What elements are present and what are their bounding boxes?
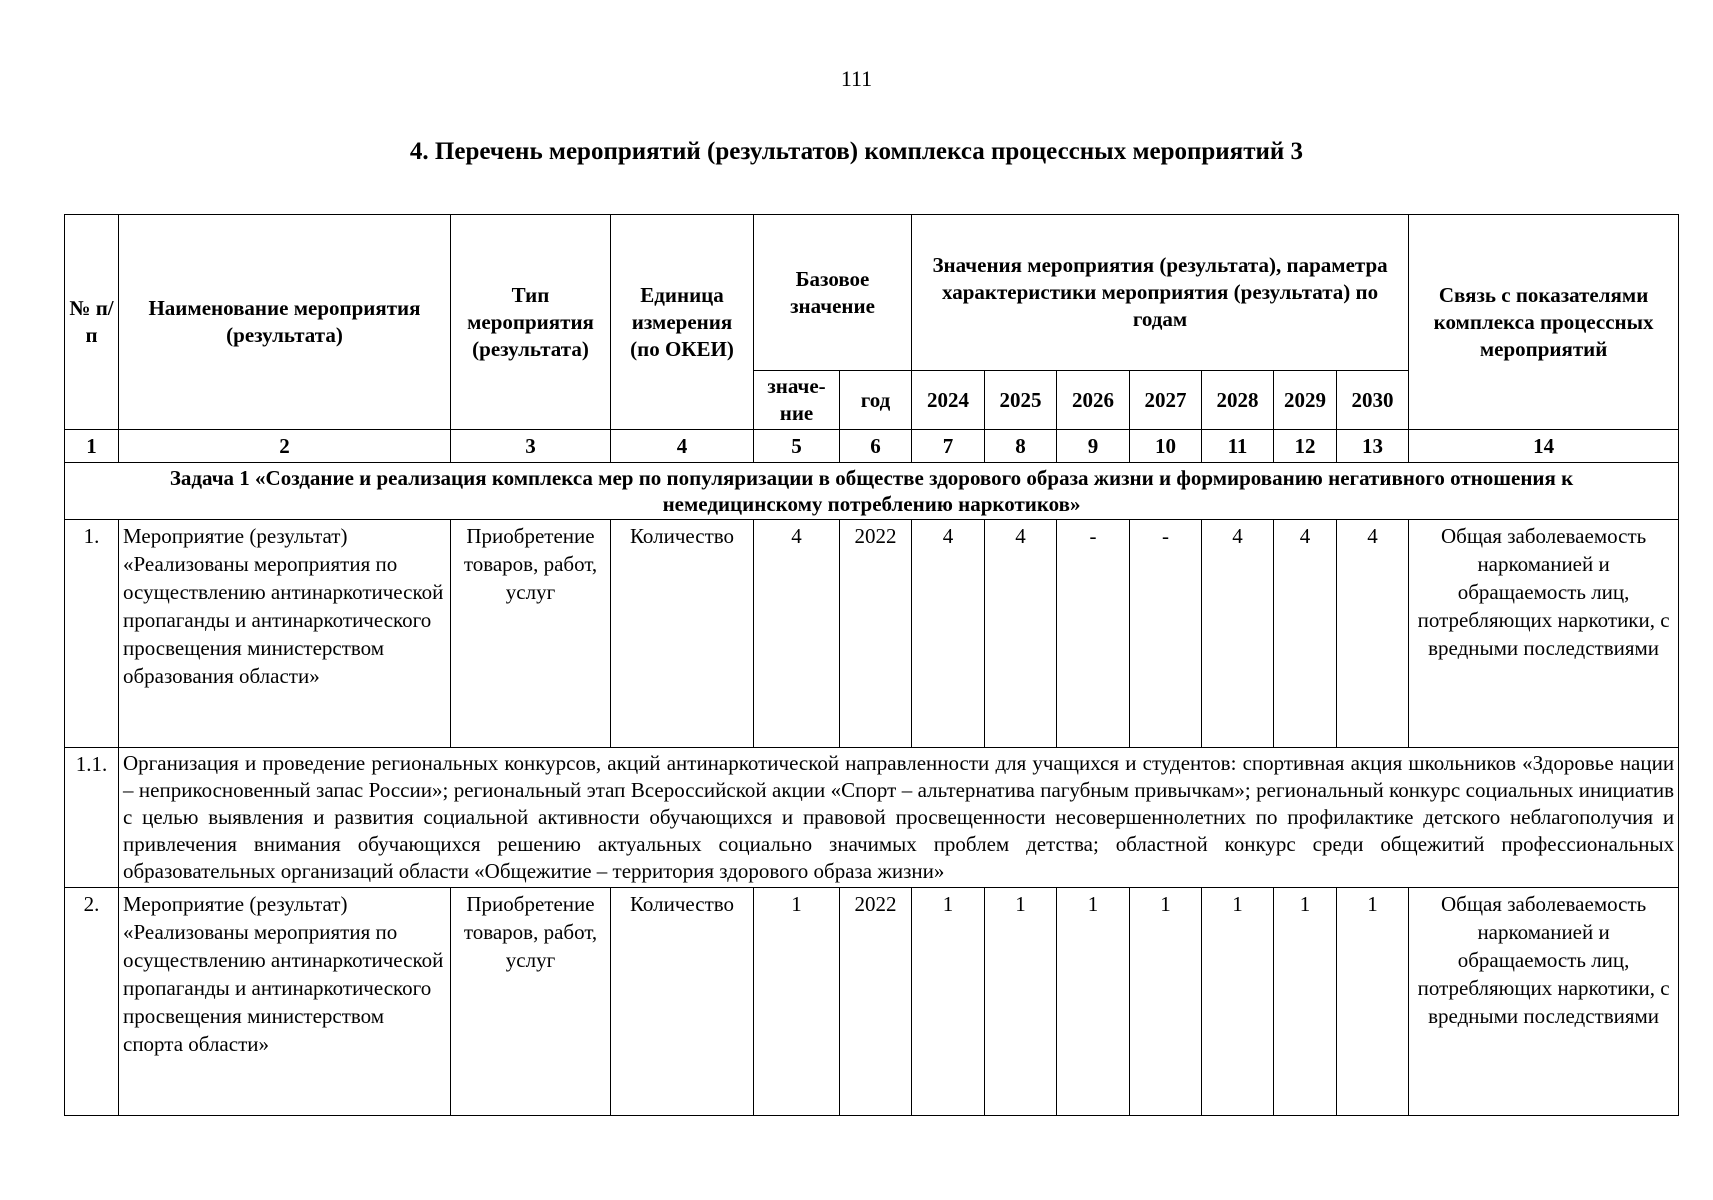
col-number: 3 — [451, 430, 611, 463]
col-number: 12 — [1274, 430, 1337, 463]
header-base-year: год — [840, 371, 912, 430]
page-number: 111 — [840, 66, 873, 91]
row-value-2029: 1 — [1274, 888, 1337, 1116]
col-number: 8 — [985, 430, 1057, 463]
header-year-2025: 2025 — [985, 371, 1057, 430]
row-type: Приобретение товаров, работ, услуг — [451, 520, 611, 748]
header-year-2028: 2028 — [1202, 371, 1274, 430]
row-value-2028: 4 — [1202, 520, 1274, 748]
row-value-2027: 1 — [1130, 888, 1202, 1116]
col-number: 2 — [119, 430, 451, 463]
row-value-2030: 4 — [1337, 520, 1409, 748]
col-number: 1 — [65, 430, 119, 463]
row-value-2024: 1 — [912, 888, 985, 1116]
row-value-2030: 1 — [1337, 888, 1409, 1116]
subrow-text: Организация и проведение региональных конкурсов, акций антинаркотической направленности для учащихся и студентов: спортивная акция школьников «Здоровье нации – неприкосновенный запас России»; региональный этап Всероссийской акции «Спорт – альтернатива пагубным привычкам»; региональный конкурс социальных инициатив с целью выявления и развития социальной активности обучающихся и правовой просвещенности несовершеннолетних по профилактике детского неблагополучия и привлечения внимания обучающихся решению актуальных социально значимых проблем детства; областной конкурс среди общежитий профессиональных образовательных организаций области «Общежитие – территория здорового образа жизни» — [119, 748, 1679, 888]
header-type: Тип мероприятия (результата) — [451, 215, 611, 430]
header-year-2024: 2024 — [912, 371, 985, 430]
row-value-2029: 4 — [1274, 520, 1337, 748]
col-number: 5 — [754, 430, 840, 463]
row-base-value: 4 — [754, 520, 840, 748]
sub-row — [65, 748, 1679, 888]
col-number: 13 — [1337, 430, 1409, 463]
row-unit: Количество — [611, 520, 754, 748]
row-base-year: 2022 — [840, 888, 912, 1116]
row-value-2025: 4 — [985, 520, 1057, 748]
col-number: 7 — [912, 430, 985, 463]
col-number: 4 — [611, 430, 754, 463]
header-base-value: значе-ние — [754, 371, 840, 430]
header-year-2030: 2030 — [1337, 371, 1409, 430]
col-number: 9 — [1057, 430, 1130, 463]
row-unit: Количество — [611, 888, 754, 1116]
header-unit: Единица измерения (по ОКЕИ) — [611, 215, 754, 430]
column-number-row — [65, 430, 1679, 463]
row-base-value: 1 — [754, 888, 840, 1116]
row-name: Мероприятие (результат) «Реализованы мероприятия по осуществлению антинаркотической пропаганды и антинаркотического просвещения министерством образования области» — [119, 520, 451, 748]
col-number: 6 — [840, 430, 912, 463]
col-number: 11 — [1202, 430, 1274, 463]
col-number: 14 — [1409, 430, 1679, 463]
row-num: 2. — [65, 888, 119, 1116]
row-value-2028: 1 — [1202, 888, 1274, 1116]
table-row — [65, 888, 1679, 1116]
row-value-2027: - — [1130, 520, 1202, 748]
header-year-2026: 2026 — [1057, 371, 1130, 430]
header-values-by-year: Значения мероприятия (результата), параметра характеристики мероприятия (результата) по годам — [912, 215, 1409, 371]
header-year-2029: 2029 — [1274, 371, 1337, 430]
row-link: Общая заболеваемость наркоманией и обращаемость лиц, потребляющих наркотики, с вредными последствиями — [1409, 520, 1679, 748]
subrow-num: 1.1. — [65, 748, 119, 888]
row-name: Мероприятие (результат) «Реализованы мероприятия по осуществлению антинаркотической пропаганды и антинаркотического просвещения министерством спорта области» — [119, 888, 451, 1116]
table-row — [65, 520, 1679, 748]
document-title: 4. Перечень мероприятий (результатов) комплекса процессных мероприятий 3 — [409, 138, 1304, 165]
header-name: Наименование мероприятия (результата) — [119, 215, 451, 430]
row-num: 1. — [65, 520, 119, 748]
task-row — [65, 463, 1679, 520]
measures-table — [64, 214, 1679, 1116]
row-value-2026: 1 — [1057, 888, 1130, 1116]
row-value-2026: - — [1057, 520, 1130, 748]
task-text: Задача 1 «Создание и реализация комплекса мер по популяризации в обществе здорового образа жизни и формированию негативного отношения к немедицинскому потреблению наркотиков» — [65, 463, 1679, 520]
row-value-2024: 4 — [912, 520, 985, 748]
header-num: № п/п — [65, 215, 119, 430]
header-year-2027: 2027 — [1130, 371, 1202, 430]
col-number: 10 — [1130, 430, 1202, 463]
row-base-year: 2022 — [840, 520, 912, 748]
header-link: Связь с показателями комплекса процессных мероприятий — [1409, 215, 1679, 430]
row-link: Общая заболеваемость наркоманией и обращаемость лиц, потребляющих наркотики, с вредными последствиями — [1409, 888, 1679, 1116]
header-base: Базовое значение — [754, 215, 912, 371]
row-value-2025: 1 — [985, 888, 1057, 1116]
row-type: Приобретение товаров, работ, услуг — [451, 888, 611, 1116]
